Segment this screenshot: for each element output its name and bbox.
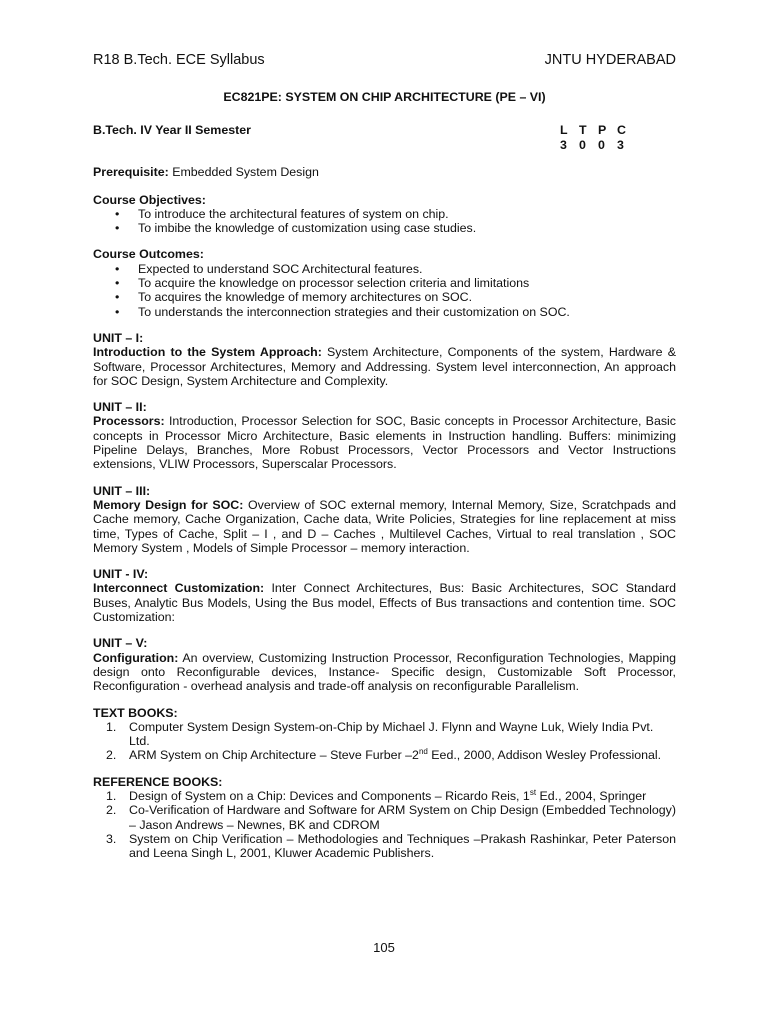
- ltpc-value-t: 0: [579, 137, 586, 152]
- ltpc-value-c: 3: [617, 137, 624, 152]
- unit-body: [93, 651, 676, 694]
- ltpc-labels: [560, 123, 636, 137]
- objectives-title: Course Objectives:: [93, 192, 206, 207]
- unit-heading: UNIT – I:: [93, 330, 144, 345]
- ltpc-label-p: P: [598, 123, 607, 138]
- list-item: • Expected to understand SOC Architectural features.: [138, 262, 676, 276]
- item-number: 1.: [106, 719, 117, 734]
- item-superscript: nd: [418, 747, 428, 757]
- course-title: EC821PE: SYSTEM ON CHIP ARCHITECTURE (PE – VI): [223, 90, 546, 104]
- semester-row: [93, 123, 676, 153]
- prerequisite-label: Prerequisite:: [93, 165, 169, 180]
- ltpc-label-c: C: [617, 123, 626, 138]
- unit-1: [93, 331, 676, 388]
- unit-heading: UNIT – III:: [93, 483, 151, 498]
- unit-5: [93, 636, 676, 693]
- unit-body: [93, 414, 676, 471]
- unit-topic: Memory Design for SOC:: [93, 497, 244, 512]
- unit-heading: UNIT - IV:: [93, 567, 149, 582]
- list-item: [106, 803, 676, 832]
- unit-topic: Introduction to the System Approach:: [93, 345, 322, 360]
- prerequisite-text: Embedded System Design: [172, 165, 319, 180]
- unit-heading: UNIT – II:: [93, 400, 147, 415]
- unit-text: Inter Connect Architectures, Bus: Basic Architectures, SOC Standard Buses, Analytic Bus Models, Using the Bus model, Effects of Bus transactions and contention time. SOC Customization:: [93, 581, 676, 625]
- page-number: 105: [373, 940, 395, 955]
- ltpc-table: [560, 123, 636, 152]
- outcomes-title: Course Outcomes:: [93, 247, 204, 262]
- unit-4: [93, 567, 676, 624]
- ltpc-value-p: 0: [598, 137, 605, 152]
- unit-text: System Architecture, Components of the system, Hardware & Software, Processor Architectures, Memory and Addressing. System level interconnection, An approach for SOC Design, System Architecture and Complexity.: [93, 345, 676, 388]
- list-item: • To acquires the knowledge of memory architectures on SOC.: [138, 290, 676, 304]
- item-text-tail: Eed., 2000, Addison Wesley Professional.: [427, 748, 662, 763]
- unit-2: [93, 400, 676, 471]
- unit-body: [93, 345, 676, 388]
- course-objectives: [93, 193, 676, 236]
- item-number: 3.: [106, 831, 117, 846]
- item-text-tail: Ed., 2004, Springer: [536, 788, 647, 803]
- unit-topic: Processors:: [93, 414, 165, 429]
- item-number: 2.: [106, 748, 117, 763]
- list-item: [106, 747, 676, 763]
- unit-topic: Configuration:: [93, 650, 179, 665]
- unit-heading: UNIT – V:: [93, 636, 148, 651]
- semester-label: B.Tech. IV Year II Semester: [93, 123, 251, 138]
- item-number: 1.: [106, 788, 117, 803]
- reference-books: [93, 775, 676, 861]
- ltpc-values: [560, 138, 636, 152]
- page-content: [93, 90, 676, 872]
- ltpc-label-t: T: [579, 123, 587, 138]
- list-item: • To acquire the knowledge on processor selection criteria and limitations: [138, 276, 676, 290]
- item-text: System on Chip Verification – Methodologies and Techniques –Prakash Rashinkar, Peter Paterson and Leena Singh L, 2001, Kluwer Academic Publishers.: [129, 831, 676, 861]
- ltpc-label-l: L: [560, 123, 568, 138]
- text-books-list: [93, 720, 676, 763]
- reference-books-list: [93, 789, 676, 860]
- list-item: • To imbibe the knowledge of customization using case studies.: [138, 221, 676, 235]
- item-number: 2.: [106, 803, 117, 818]
- list-item: • To understands the interconnection strategies and their customization on SOC.: [138, 305, 676, 319]
- list-item: • To introduce the architectural features of system on chip.: [138, 207, 676, 221]
- prerequisite: [93, 165, 676, 179]
- item-text: ARM System on Chip Architecture – Steve Furber –2: [129, 748, 419, 763]
- unit-body: [93, 498, 676, 555]
- list-item: [106, 831, 676, 861]
- reference-books-title: REFERENCE BOOKS:: [93, 774, 223, 789]
- unit-3: [93, 484, 676, 555]
- item-text: Computer System Design System-on-Chip by Michael J. Flynn and Wayne Luk, Wiely India Pvt. Ltd.: [129, 719, 654, 749]
- text-books: [93, 706, 676, 763]
- objectives-list: [93, 207, 676, 236]
- header-right: JNTU HYDERABAD: [544, 52, 676, 68]
- text-books-title: TEXT BOOKS:: [93, 705, 178, 720]
- unit-topic: Interconnect Customization:: [93, 581, 265, 596]
- outcomes-list: [93, 262, 676, 319]
- course-outcomes: [93, 247, 676, 318]
- item-text: Co-Verification of Hardware and Software for ARM System on Chip Design (Embedded Technology) – Jason Andrews – Newnes, BK and CDROM: [129, 803, 676, 832]
- item-superscript: st: [529, 787, 537, 797]
- unit-text: An overview, Customizing Instruction Processor, Reconfiguration Technologies, Mapping design onto Reconfigurable devices, Instance- Specific design, Customizable Soft Processor, Reconfiguration - overhead analysis and trade-off analysis on reconfigurable Parallelism.: [93, 650, 676, 694]
- list-item: [106, 787, 676, 803]
- unit-text: Overview of SOC external memory, Internal Memory, Size, Scratchpads and Cache memory, Cache Organization, Cache data, Write Policies, Strategies for line replacement at miss time, Types of Cache, Split – I , and D – Caches , Multilevel Caches, Virtual to real translation , SOC Memory System , Models of Simple Processor – memory interaction.: [93, 497, 676, 555]
- item-text: Design of System on a Chip: Devices and Components – Ricardo Reis, 1: [129, 788, 530, 803]
- unit-body: [93, 581, 676, 624]
- list-item: [106, 719, 676, 749]
- header-left: R18 B.Tech. ECE Syllabus: [93, 52, 265, 68]
- ltpc-value-l: 3: [560, 137, 567, 152]
- unit-text: Introduction, Processor Selection for SOC, Basic concepts in Processor Architecture, Basic concepts in Processor Micro Architecture, Basic elements in Instruction handling. Buffers: minimizing Pipeline Delays, Branches, More Robust Processors, Vector Processors and Vector Instructions extensions, VLIW Processors, Superscalar Processors.: [93, 414, 676, 472]
